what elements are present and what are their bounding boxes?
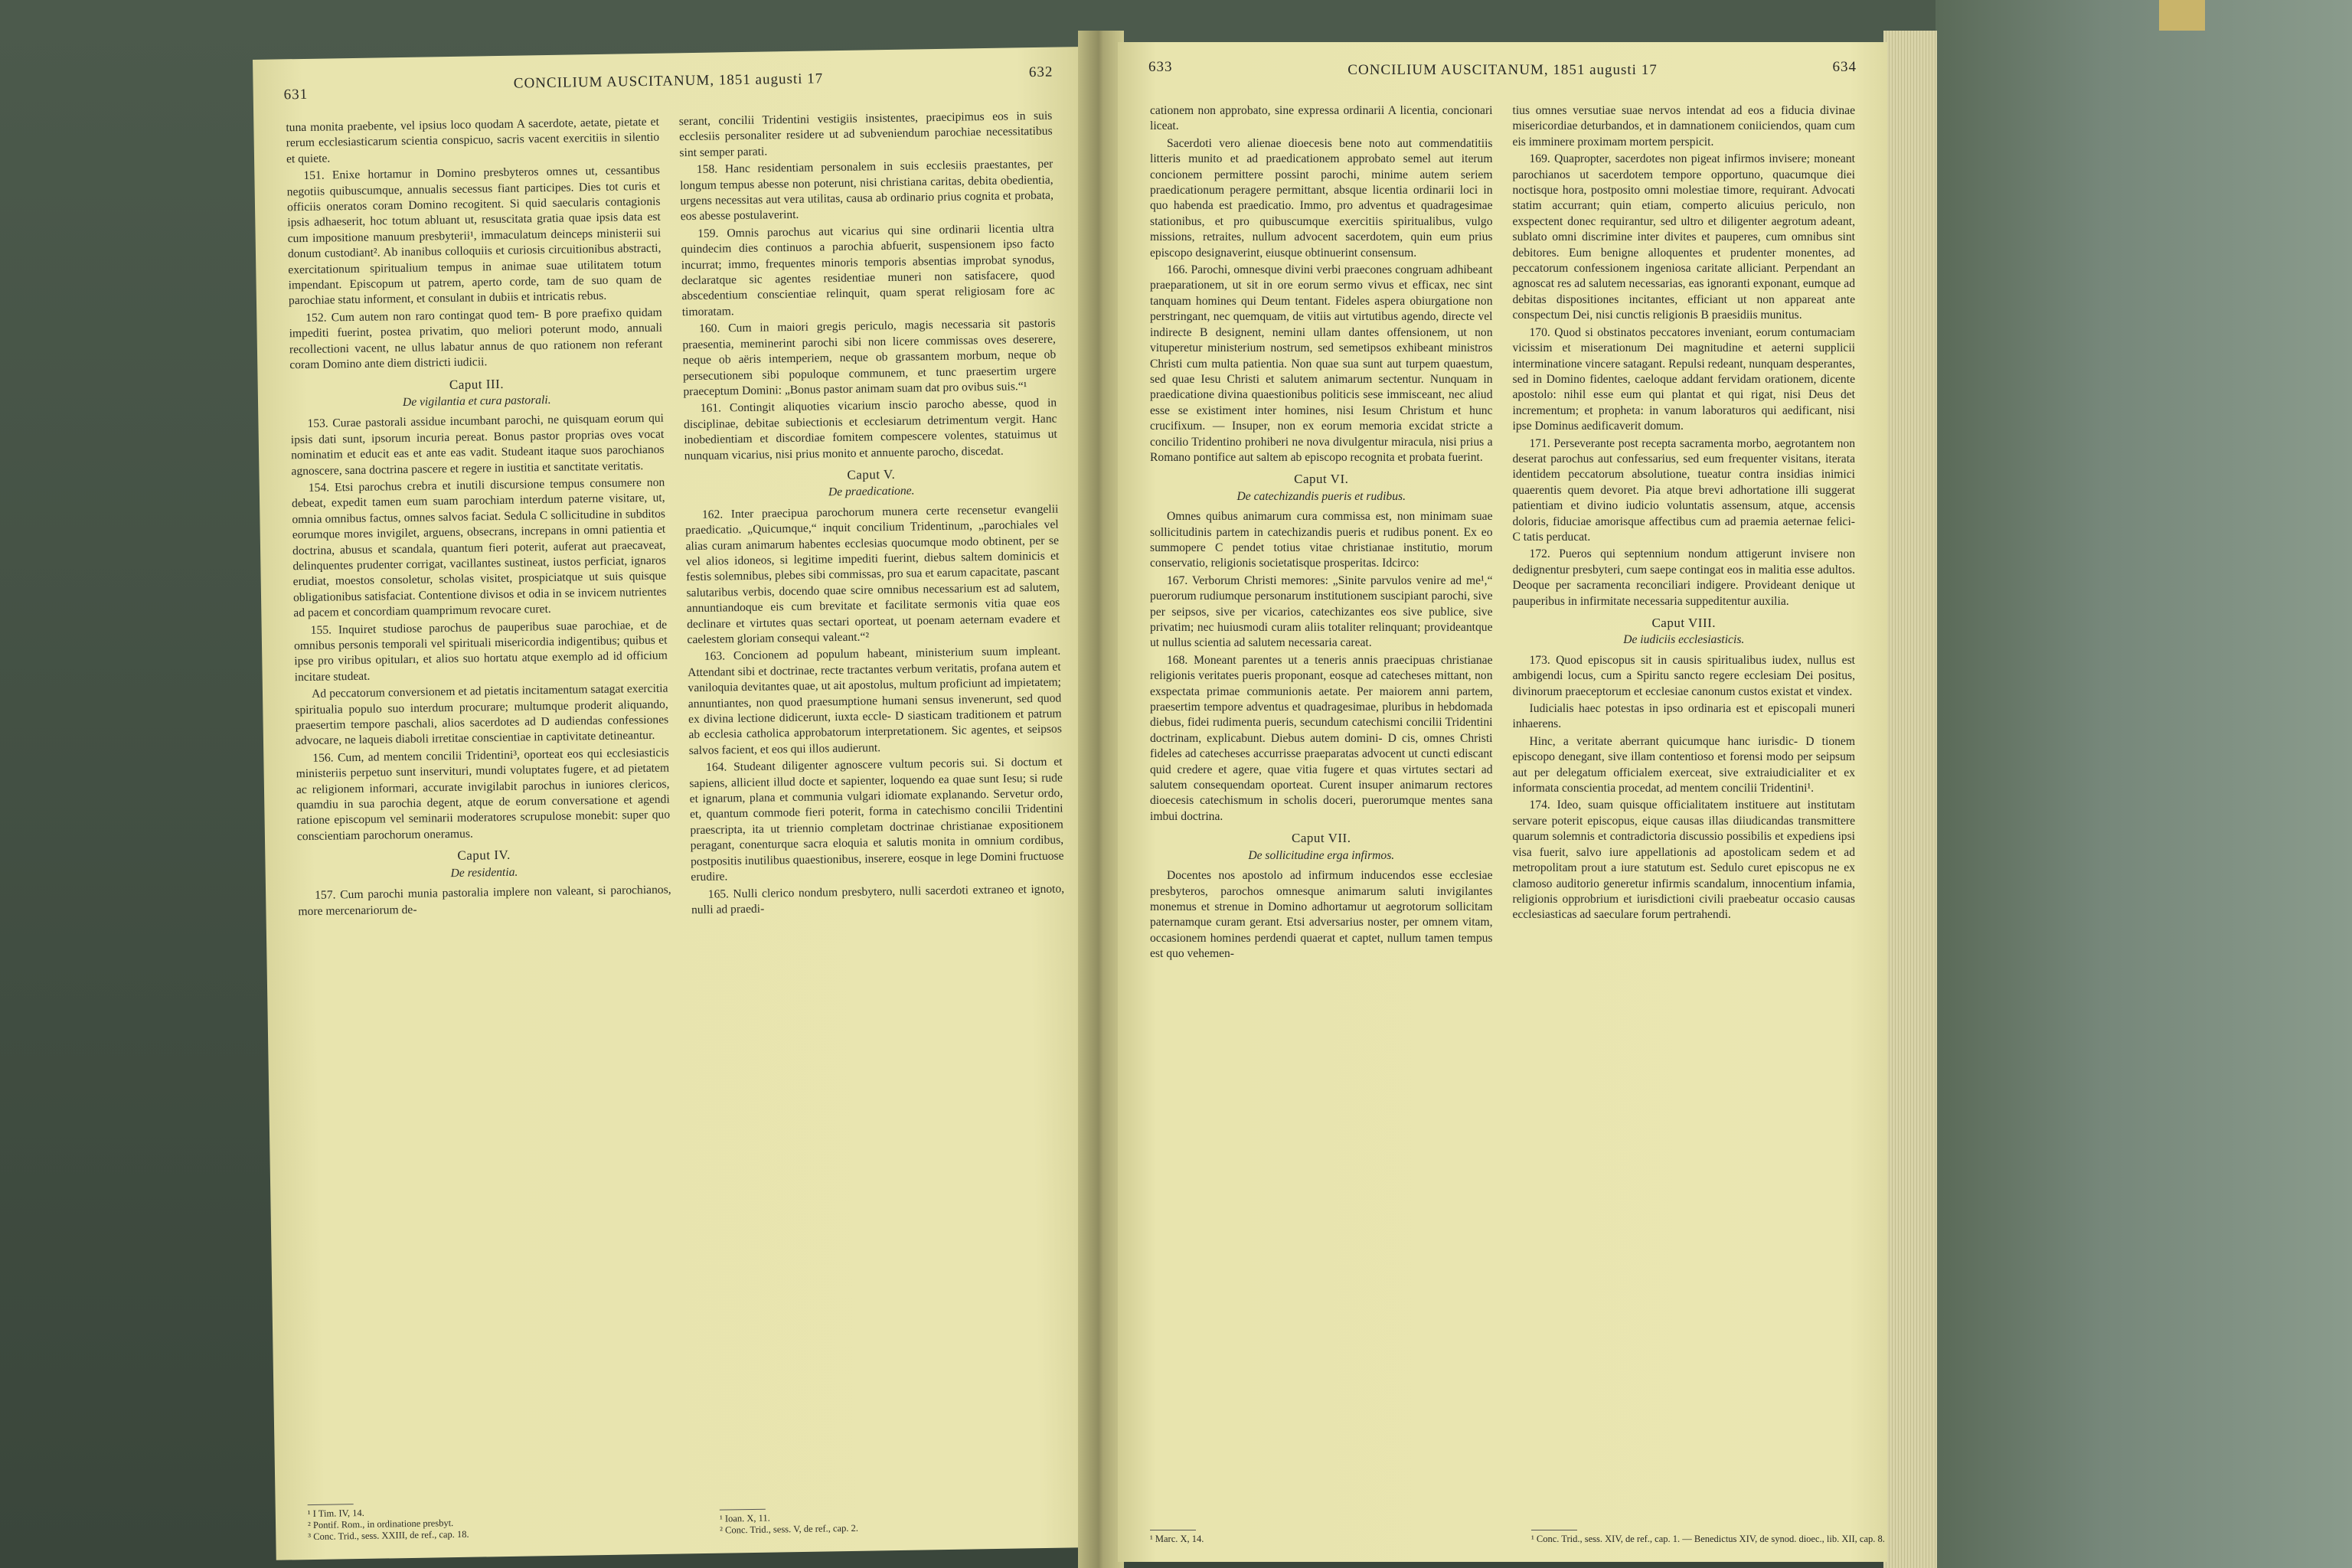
cover-edge [2159,0,2205,31]
chapter-subtitle: De sollicitudine erga infirmos. [1248,848,1395,862]
footnote: ² Pontif. Rom., in ordinatione presbyt. [307,1517,454,1531]
paragraph: 171. Perseverante post recepta sacramenta morbo, aegrotantem non deserat parochus aut confessarius, sed eum frequenter visitans, iterata identidem peccatorum absolutione, tueatur contra insidias inimici quaerentis quem devoret. Pia atque brevi adhortatione illi suggerat patientiam et divino iudicio voluntatis assensum, atque, accensis doloris, fiduciae amorisque affectibus cum ad praemia aeternae felici- C tatis perducat. [1512,436,1855,544]
paragraph: 169. Quapropter, sacerdotes non pigeat infirmos invisere; moneant parochianos ut sacerdotem tempore opportuno, quacumque diei noctisque hora, postposito omni molestiae timore, requirant. Advocati statim accurrant; quin etiam, comperto alicuius periculo, non exspectent donec requirantur, sed ultro et diligenter aegrotum adeant, sublato omni discrimine inter divites et pauperes, cum omnibus sint debitores. Eum benigne alloquentes et prudenter monentes, ad peccatorum confessionem ingeniosa caritate alliciant. Perpendant an agnoscat res ad salutem necessarias, eas ignoranti exponant, eumque ad debitas dispositiones incitantes, efficiant ut non appareat ante conspectum Dei, nisi cunctis religionis B praesidiis munitus. [1512,152,1855,322]
footnotes [1150,1530,1204,1545]
paragraph: 170. Quod si obstinatos peccatores inveniant, eorum contumaciam vicissim et miserationum Dei magnitudine et aeterni supplicii interminatione vincere satagant. Repulsi redeant, nunquam desperantes, sed in Domino fidentes, caeloque addant fervidam orationem, dicente apostolo: nihil esse eum qui plantat et qui rigat, nisi Deus det incrementum; et propheta: in vanum laboraturos qui aedificant, nisi ipse Dominus aedificaverit domum. [1512,325,1855,433]
chapter-heading: Caput VIII. [1651,616,1717,630]
footnotes [308,1502,469,1543]
paragraph: Sacerdoti vero alienae dioecesis bene noto aut commendatitiis litteris munito et ad praedicationem approbato semel aut iterum concionem permittere possint parochi, minime autem seriem praedicationum peragere permittant, absque licentia ordinarii loci in quo habenda est praedicatio. Immo, pro adventus et quadragesimae stationibus, et pro quibuscumque exercitiis spiritualibus, vulgo missions, retraites, nullum advocent sacerdotem, quin eum prius episcopo designaverint, eiusque obtinuerint consensum. [1150,136,1493,260]
book-gutter [1078,31,1124,1568]
footnote: ¹ Conc. Trid., sess. XIV, de ref., cap. 1. — Benedictus XIV, de synod. dioec., lib. XII, cap. 8. [1531,1534,1885,1544]
paragraph: 161. Contingit aliquoties vicarium inscio parocho abesse, quod in disciplinae, debitae subiectionis et ecclesiarum detrimentum vergit. Hanc inobedientiam et discordiae fomitem compescere volentes, statuimus ut nunquam vicarius, nisi prius monito et annuente parocho, discedat. [683,396,1057,462]
paragraph: 173. Quod episcopus sit in causis spiritualibus iudex, nullus est ambigendi locus, cum a Spiritu sancto regere ecclesiam Dei positus, divinorum praeceptorum et ecclesiae canonum custos existat et vindex. [1512,653,1855,698]
paragraph: 154. Etsi parochus crebra et inutili discursione tempus consumere non debeat, expedit tamen eum suam parochiam interdum paterne visitare, ut, omnia omnibus factus, omnes salvos faciat. Sedula C sollicitudine in subditos eorumque mores invigilet, arguens, obsecrans, increpans in omni patientia et doctrina, abusus et scandala, quantum fieri poterit, auferat aut praecaveat, delinquentes prudenter corrigat, vacillantes sustineat, iustos perficiat, ignaros erudiat, moestos consoletur, scholas visitet, prospiciatque ut suis quisque obligationibus satisfaciat. Contentione divisos et odia in se invicem nutrientes ad pacem et concordiam quamprimum revocare curet. [291,475,667,620]
column-631 [286,115,681,1506]
column-632 [679,109,1074,1500]
paragraph: 157. Cum parochi munia pastoralia implere non valeant, si parochianos, more mercenariorum de- [298,883,671,918]
columns [1150,103,1855,1508]
footnote: ³ Conc. Trid., sess. XXIII, de ref., cap. 18. [308,1528,469,1543]
paragraph: 156. Cum, ad mentem concilii Tridentini³, oporteat eos qui ecclesiasticis ministeriis perpetuo sunt inservituri, mundi voluptates fugere, et ad pietatem ac religionem informari, accurate invigilabit parochus in iuniores clericos, quamdiu in sua parochia degent, atque de eorum conversatione et agendi ratione episcopum vel seminarii moderatores scrupulose monebit: super quo conscientiam parochorum oneramus. [296,746,671,844]
paragraph: 162. Inter praecipua parochorum munera certe recensetur evangelii praedicatio. „Quicumque,“ inquit concilium Tridentinum, „parochiales vel alias curam animarum habentes ecclesias quocumque modo obtinent, per se vel alios idoneos, si legitime impediti fuerint, diebus saltem dominicis et festis solemnibus, plebes sibi commissas, pro sua et earum capacitate, pascant salutaribus verbis, docendo quae scire omnibus necessarium est ad salutem, annuntiandoque eis cum brevitate et facilitate sermonis vitia quae eos declinare et virtutes quas sectari oporteat, ut poenam aeternam evadere et caelestem gloriam consequi valeant.“² [685,502,1060,647]
running-title: CONCILIUM AUSCITANUM, 1851 augusti 17 [1348,62,1658,78]
paragraph: 153. Curae pastorali assidue incumbant parochi, ne quisquam eorum qui ipsis dati sunt, ipsorum incuria pereat. Bonus pastor proprias oves vocat nominatim et educit eas et ante eas vadit. Studeant itaque suos parochianos agnoscere, sana doctrina pascere et regere in iustitia et sanctitate veritatis. [290,411,665,478]
footnotes [1531,1530,1885,1545]
paragraph: Omnes quibus animarum cura commissa est, non minimam suae sollicitudinis partem in catechizandis pueris et rudibus ponent. Ex eo summopere C pendet totius vitae christianae institutio, morum conservatio, religionis societatisque prosperitas. Idcirco: [1150,510,1493,570]
chapter-subtitle: De residentia. [450,865,518,880]
paragraph: Hinc, a veritate aberrant quicumque hanc iurisdic- D tionem episcopo denegant, sive illam contentioso et forensi modo per seipsum aut per delegatum officialem exerceat, sive extraiudicialiter et ex informata conscientia procedat, ad mentem concilii Tridentini¹. [1512,734,1855,795]
chapter-heading: Caput III. [449,376,505,392]
page-number: 633 [1148,59,1173,75]
paragraph: 164. Studeant diligenter agnoscere vultum pecoris sui. Si doctum et sapiens, allicient illud docte et sapienter, loquendo ea quae sunt Iesu; si rude et ignarum, plana et communia vulgari idiomate explanando. Servetur ordo, et, quantum commode fieri poterit, forma in catechismo concilii Tridentini praescripta, ita ut triennio completam doctrinae christianae expositionem peragant, conenturque sacra eloquia et salutis monita in omnium cordibus, postpositis inutilibus quaestionibus, inserere, eosque in lege Domini fructuose erudire. [689,755,1064,884]
paragraph: serant, concilii Tridentini vestigiis insistentes, praecipimus eos in suis ecclesiis personaliter residere ut ad subveniendum parochiae necessitatibus sint semper parati. [678,109,1053,160]
footnote: ¹ Ioan. X, 11. [719,1512,770,1524]
running-head-right [1148,59,1857,90]
paragraph: 174. Ideo, suam quisque officialitatem instituere aut institutam servare poterit episcopus, eique causas illas diiudicandas transmittere quarum solemnis et contradictoria discussio possibilis et expediens ipsi visa fuerit, salvo iure appellationis ad apostolicam sedem et ad metropolitam prout a iure statutum est. Sedulo curet episcopus ne ex clamoso auditorio generetur infirmis scandalum, innocentium infamia, religionis opprobrium et iurisdictioni civili praebeatur occasio causas ecclesiasticas ad saeculare forum pertrahendi. [1512,799,1855,922]
chapter-heading: Caput IV. [457,848,511,864]
chapter-subtitle: De iudiciis ecclesiasticis. [1623,633,1745,647]
paragraph: 167. Verborum Christi memores: „Sinite parvulos venire ad me¹,“ puerorum rudiumque personarum institutionem suscipiant parochi, sive per seipsos, sive per vicarios, catechizantes eos sive publice, sive privatim; nec huiusmodi curam aliis totaliter relinquant; provideantque ut nullus scientia ad salutem necessaria careat. [1150,573,1493,650]
page-edges [1883,31,1937,1568]
paragraph: 172. Pueros qui septennium nondum attigerunt invisere non dedignentur presbyteri, cum saepe contingat eos in malitia esse adultos. Deoque per sacramenta reconciliari indigere. Provideant denique ut pauperibus in infirmitate necessaria suppeditentur auxilia. [1512,547,1855,608]
paragraph: 151. Enixe hortamur in Domino presbyteros omnes ut, cessantibus negotiis quibuscumque, annualis secessus fiant participes. Dies tot curis et officiis oneratos coram Domino recogitent. Si quid saecularis contagionis ipsis adhaeserit, hoc totum abluant ut, resuscitata gratia quae ipsis data est cum impositione manuum presbyterii¹, immaculatum deinceps ministerii sui donum custodiant². Ab inanibus colloquiis et curiosis circuitionibus abstracti, exercitationum spiritualium tempus in animae suae utilitatem totum impendant. Episcopum ut patrem, aperto corde, tam de suo quam de parochiae statu informent, et consulant in dubiis et intricatis rebus. [286,163,662,308]
chapter-heading: Caput VII. [1292,831,1351,846]
chapter-heading: Caput V. [847,466,896,482]
column-633 [1150,103,1493,1508]
page-number: 631 [283,86,309,103]
running-head-left [283,64,1054,107]
left-page [253,47,1107,1560]
paragraph: Docentes nos apostolo ad infirmum inducendos esse ecclesiae presbyteros, parochos omnesque animarum saluti invigilantes monemus et strenue in Domino adhortamur ut aegrotorum sollicitam paternamque curam gerant. Etsi adversarius noster, per omnem vitam, occasionem homines perdendi quaerat et captet, nullum tamen tempus est quo vehemen- [1150,869,1493,961]
columns [286,109,1073,1506]
page-number: 632 [1028,64,1054,81]
paragraph: tius omnes versutiae suae nervos intendat ad eos a fiducia divinae misericordiae deturbandos, et in damnationem coniiciendos, quam cum eis imminere proximam mortem perspicit. [1512,104,1855,149]
footnote: ² Conc. Trid., sess. V, de ref., cap. 2. [720,1522,859,1536]
footnotes [720,1508,858,1537]
chapter-subtitle: De vigilantia et cura pastorali. [402,393,551,409]
paragraph: 160. Cum in maiori gregis periculo, magis necessaria sit pastoris praesentia, meminerint parochi sibi non licere commissas oves deserere, neque ob aëris intemperiem, neque ob grassantem morbum, neque ob persecutionem sibi populoque communem, et tunc praesertim urgere praeceptum Domini: „Bonus pastor animam suam dat pro ovibus suis.“¹ [682,316,1057,399]
paragraph: 163. Concionem ad populum habeant, ministerium suum impleant. Attendant sibi et doctrinae, recte tractantes verbum veritatis, profana autem et vaniloquia devitantes quae, ut ait apostolus, multum proficiunt ad impietatem; annuntiantes, non quod praesumptione humani sensus invenerunt, sed quod ex divina lectione didicerunt, iuxta eccle- D siasticam traditionem et patrum ab ecclesia catholica approbatorum interpretationem. Sic agentes, et seipsos salvos facient, et eos qui illos audierunt. [688,644,1062,758]
paragraph: 165. Nulli clerico nondum presbytero, nulli sacerdoti extraneo et ignoto, nulli ad praedi- [691,881,1065,917]
paragraph: 168. Moneant parentes ut a teneris annis praecipuas christianae religionis veritates pueris proponant, eosque ad catecheses mittant, non exspectata primae communionis aetate. Per maiorem anni partem, praesertim tempore adventus et quadragesimae, pluribus in hebdomada diebus, fidei rudimenta pueris, secundum catechismi concilii Tridentini doctrinam, explicabunt. Diebus autem domini- D cis, omnes Christi fideles ad catecheses accurrisse praeparatas advocent ut cuncti ediscant quid credere et agere, quae vitia fugere et quas virtutes sectari ad salutem consequendam oporteat. Curent insuper animarum rectores dioecesis catechismum in scholis doceri, puerorumque mentes sana imbui doctrina. [1150,653,1493,823]
paragraph: 152. Cum autem non raro contingat quod tem- B pore praefixo quidam impediti fuerint, postea privatim, quo meliori poterunt modo, annuali recollectioni vacent, ne ullus labatur annus de quo rationem non referant coram Domino ante diem districti iudicii. [289,305,663,372]
paragraph: 166. Parochi, omnesque divini verbi praecones congruam adhibeant praeparationem, ut sit in ore eorum sermo vivus et efficax, nec sint tanquam homines qui Deum tentant. Fideles aspera obiurgatione non perstringant, nec quemquam, de vitiis aut virtutibus agendo, directe vel indirecte B designent, nemini ullam dantes offensionem, ut non vituperetur ministerium nostrum, sed semetipsos exhibeant ministros Christi cum multa patientia. Non quae sua sunt aut turpem quaestum, sed quae Iesu Christi et salutem animarum sectentur. Nunquam in praedicatione divina quaestionibus politicis sese immisceant, nec aliud esse se existiment inter homines, nisi Iesum Christum et hunc crucifixum. — Insuper, non ex eorum memoria excidat stricte a concilio Tridentino prohiberi ne nova divulgentur miracula, nisi prius a Romano pontifice aut saltem ab episcopo recognita et probata fuerint. [1150,263,1493,464]
column-634 [1513,103,1856,1508]
footnote: ¹ I Tim. IV, 14. [307,1507,364,1520]
page-number: 634 [1832,59,1857,75]
right-page [1118,42,1887,1562]
chapter-heading: Caput VI. [1294,472,1349,487]
chapter-subtitle: De praedicatione. [828,484,915,499]
paragraph: Ad peccatorum conversionem et ad pietatis incitamentum satagat exercitia spiritualia populo suo interdum procurare; multumque proderit aliquando, praesertim tempore paschali, alios sacerdotes ad D audiendas confessiones advocare, ne laqueis diaboli irretitae conscientiae in captivitate detineantur. [295,681,669,748]
chapter-subtitle: De catechizandis pueris et rudibus. [1236,489,1406,503]
paragraph: 159. Omnis parochus aut vicarius qui sine ordinarii licentia ultra quindecim dies continuos a parochia abfuerit, suspensionem ipso facto incurrat; immo, frequentes minoris temporis absentias improbat synodus, declaratque sic agentes residentiae muneri non satisfacere, quod abscedentium conscientiae relinquit, quam sperat religiosam fore ac timoratam. [681,221,1055,319]
paragraph: cationem non approbato, sine expressa ordinarii A licentia, concionari liceat. [1150,104,1493,133]
paragraph: 158. Hanc residentiam personalem in suis ecclesiis praestantes, per longum tempus abesse non poterunt, nisi christiana caritas, debita obedientia, urgens necessitas aut vera utilitas, causa ab ordinario prius cognita et probata, eos abesse postulaverint. [680,157,1054,224]
paragraph: Iudicialis haec potestas in ipso ordinaria est et episcopali muneri inhaerens. [1512,702,1855,731]
running-title: CONCILIUM AUSCITANUM, 1851 augusti 17 [513,70,824,92]
paragraph: tuna monita praebente, vel ipsius loco quodam A sacerdote, aetate, pietate et rerum ecclesiasticarum scientia conspicuo, sacris vacent exercitiis in silentio et quiete. [286,115,660,166]
footnote: ¹ Marc. X, 14. [1150,1534,1204,1544]
book-cover [1936,0,2352,1568]
paragraph: 155. Inquiret studiose parochus de pauperibus suae parochiae, et de omnibus personis temporali vel spirituali misericordia indigentibus; quibus et ipse pro viribus opituları, et alios suo hortatu atque exemplo ad id officium incitare studeat. [293,618,668,684]
